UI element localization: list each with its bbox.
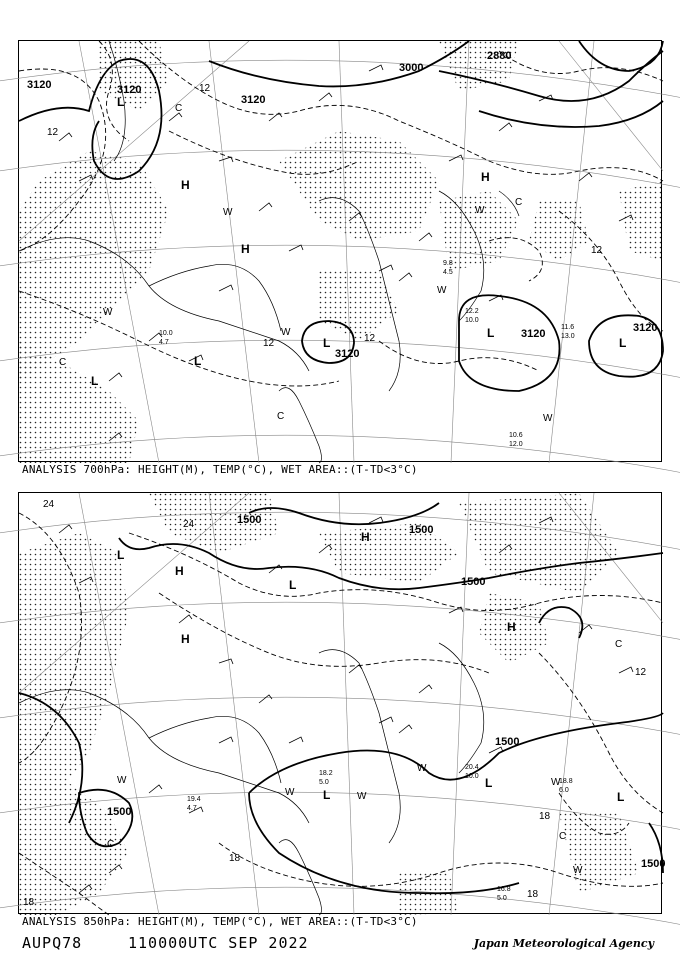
station-dewpoint-depression: 4.5 (443, 269, 453, 276)
isotherm-label: 12 (364, 333, 376, 344)
isotherm-label: 12 (263, 338, 275, 349)
warm-marker: W (551, 777, 561, 788)
station-temp: 10.0 (159, 330, 173, 337)
station-dewpoint-depression: 4.7 (159, 339, 169, 346)
station-dewpoint-depression: 12.0 (509, 441, 523, 448)
isotherm-label: 18 (23, 897, 35, 908)
warm-marker: W (543, 413, 553, 424)
isotherm-label: 24 (43, 499, 55, 510)
station-dewpoint-depression: 10.0 (465, 317, 479, 324)
station-temp: 16.8 (497, 886, 511, 893)
low-center: L (289, 578, 297, 592)
contour-label: 3000 (399, 62, 424, 74)
agency-name: Japan Meteorological Agency (473, 937, 654, 950)
station-temp: 18.2 (319, 770, 333, 777)
low-center: L (323, 336, 331, 350)
contour-label: 1500 (641, 858, 666, 870)
station-dewpoint-depression: 4.7 (187, 805, 197, 812)
isotherm-label: 18 (539, 811, 551, 822)
warm-marker: W (117, 775, 127, 786)
warm-marker: W (285, 787, 295, 798)
chart-identifier: AUPQ78 (22, 934, 83, 952)
high-center: H (241, 242, 250, 256)
station-temp: 19.4 (187, 796, 201, 803)
station-temp: 18.8 (559, 778, 573, 785)
isotherm-label: 18 (527, 889, 539, 900)
low-center: L (91, 374, 99, 388)
station-temp: 20.4 (465, 764, 479, 771)
warm-marker: W (281, 327, 291, 338)
contour-label: 3120 (27, 79, 52, 91)
station-dewpoint-depression: 5.0 (319, 779, 329, 786)
low-center: L (117, 548, 125, 562)
map-850hpa-canvas (19, 493, 666, 915)
high-center: H (181, 632, 190, 646)
warm-marker: W (417, 763, 427, 774)
station-dewpoint-depression: 13.0 (561, 333, 575, 340)
high-center: H (361, 530, 370, 544)
station-dewpoint-depression: 6.0 (559, 787, 569, 794)
warm-marker: W (357, 791, 367, 802)
valid-time: 110000UTC SEP 2022 (128, 934, 309, 952)
station-observations (187, 764, 573, 902)
low-center: L (117, 95, 125, 109)
contour-label: 2880 (487, 50, 512, 62)
station-dewpoint-depression: 5.0 (497, 895, 507, 902)
low-center: L (487, 326, 495, 340)
warm-marker: W (437, 285, 447, 296)
warm-marker: W (223, 207, 233, 218)
isotherm-label: 12 (591, 245, 603, 256)
cold-marker: C (59, 357, 67, 368)
warm-marker: W (475, 205, 485, 216)
contour-label: 1500 (409, 524, 434, 536)
contour-label: 3120 (521, 328, 546, 340)
station-temp: 12.2 (465, 308, 479, 315)
map-panel-700hpa (18, 40, 662, 462)
map-700hpa-canvas (19, 41, 663, 463)
warm-marker: W (573, 865, 583, 876)
station-temp: 9.8 (443, 260, 453, 267)
contour-label: 3120 (335, 348, 360, 360)
cold-marker: C (175, 103, 183, 114)
high-center: H (481, 170, 490, 184)
cold-marker: C (515, 197, 523, 208)
panel-caption-850hpa: ANALYSIS 850hPa: HEIGHT(M), TEMP(°C), WET AREA::(T-TD<3°C) (22, 915, 418, 928)
low-center: L (617, 790, 625, 804)
warm-marker: W (103, 307, 113, 318)
station-temp: 11.6 (561, 324, 575, 331)
contour-label: 1500 (461, 576, 486, 588)
cold-marker: C (277, 411, 285, 422)
contour-label: 3120 (633, 322, 658, 334)
isotherm-label: 18 (229, 853, 241, 864)
cold-marker: C (559, 831, 567, 842)
contour-label: 3120 (117, 84, 142, 96)
contour-label: 1500 (495, 736, 520, 748)
high-center: H (175, 564, 184, 578)
station-temp: 10.6 (509, 432, 523, 439)
isotherm-label: 24 (183, 519, 195, 530)
panel-caption-700hpa: ANALYSIS 700hPa: HEIGHT(M), TEMP(°C), WET AREA::(T-TD<3°C) (22, 463, 418, 476)
high-center: H (181, 178, 190, 192)
contour-label: 3120 (241, 94, 266, 106)
isotherm-label: 12 (635, 667, 647, 678)
contour-label: 1500 (107, 806, 132, 818)
contour-label: 1500 (237, 514, 262, 526)
low-center: L (485, 776, 493, 790)
isotherm-label: 12 (199, 83, 211, 94)
cold-marker: C (615, 639, 623, 650)
cold-marker: C (107, 839, 115, 850)
map-panel-850hpa (18, 492, 666, 914)
low-center: L (323, 788, 331, 802)
low-center: L (194, 354, 202, 368)
station-dewpoint-depression: 10.0 (465, 773, 479, 780)
low-center: L (619, 336, 627, 350)
high-center: H (507, 620, 516, 634)
isotherm-label: 12 (47, 127, 59, 138)
